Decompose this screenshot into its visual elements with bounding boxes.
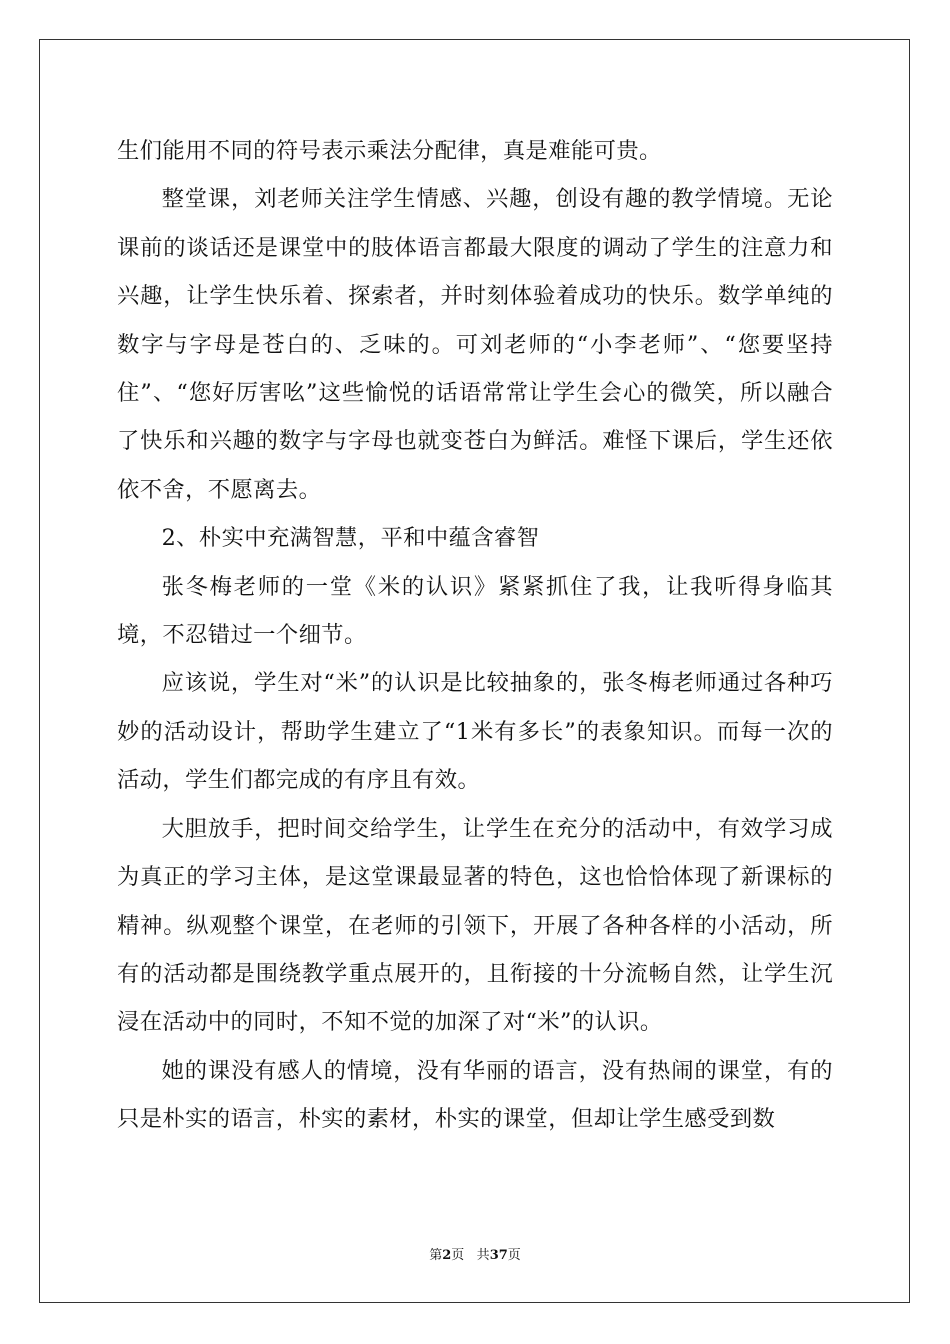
total-prefix: 共 — [476, 1248, 490, 1263]
paragraph: 张冬梅老师的一堂《米的认识》紧紧抓住了我，让我听得身临其境，不忍错过一个细节。 — [117, 573, 833, 649]
paragraph: 应该说，学生对“米”的认识是比较抽象的，张冬梅老师通过各种巧妙的活动设计，帮助学生建立了“1米有多长”的表象知识。而每一次的活动，学生们都完成的有序且有效。 — [117, 670, 833, 794]
page-total: 37 — [489, 1248, 508, 1263]
page-suffix: 页 — [451, 1248, 465, 1263]
page-footer — [0, 1244, 950, 1263]
paragraph: 大胆放手，把时间交给学生，让学生在充分的活动中，有效学习成为真正的学习主体，是这堂课最显著的特色，这也恰恰体现了新课标的精神。纵观整个课堂，在老师的引领下，开展了各种各样的小活动，所有的活动都是围绕教学重点展开的，且衔接的十分流畅自然，让学生沉浸在活动中的同时，不知不觉的加深了对“米”的认识。 — [117, 815, 833, 1036]
total-suffix: 页 — [507, 1248, 521, 1263]
section-heading: 2、朴实中充满智慧，平和中蕴含睿智 — [161, 525, 540, 552]
page-prefix: 第 — [429, 1248, 443, 1263]
document-body — [117, 127, 833, 1144]
paragraph-continuation: 生们能用不同的符号表示乘法分配律，真是难能可贵。 — [117, 138, 662, 164]
paragraph: 整堂课，刘老师关注学生情感、兴趣，创设有趣的教学情境。无论课前的谈话还是课堂中的肢体语言都最大限度的调动了学生的注意力和兴趣，让学生快乐着、探索者，并时刻体验着成功的快乐。数学单纯的数字与字母是苍白的、乏味的。可刘老师的“小李老师”、“您要坚持住”、“您好厉害吆”这些愉悦的话语常常让学生会心的微笑，所以融合了快乐和兴趣的数字与字母也就变苍白为鲜活。难怪下课后，学生还依依不舍，不愿离去。 — [117, 186, 833, 503]
page-current: 2 — [442, 1248, 452, 1263]
paragraph: 她的课没有感人的情境，没有华丽的语言，没有热闹的课堂，有的只是朴实的语言，朴实的素材，朴实的课堂，但却让学生感受到数 — [117, 1057, 833, 1133]
